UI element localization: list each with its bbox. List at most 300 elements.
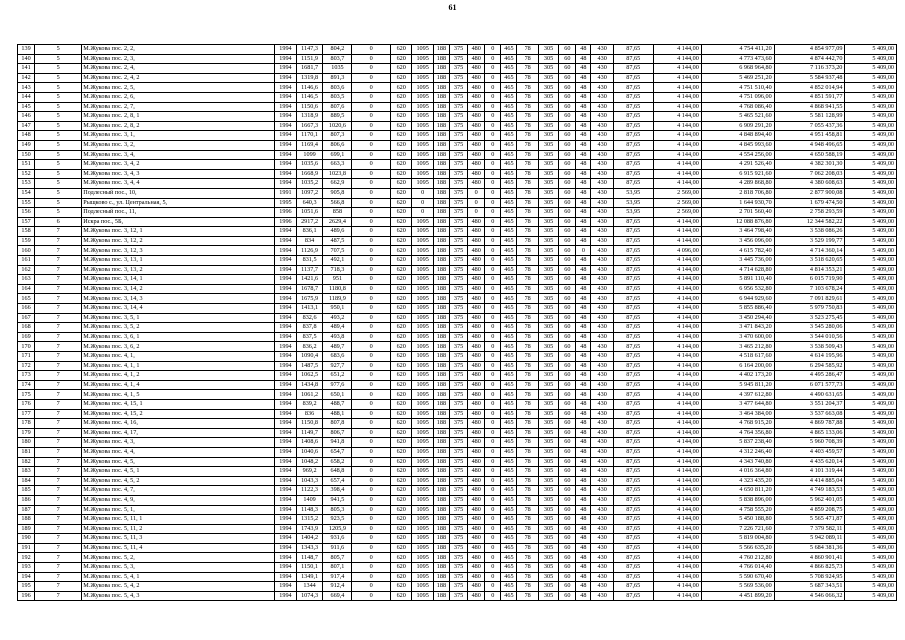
- cell-year-built: 1994: [275, 572, 296, 582]
- cell-year-built: 1994: [275, 428, 296, 438]
- cell-col-13: 0: [485, 198, 501, 208]
- cell-col-13: 0: [485, 447, 501, 457]
- cell-rate: 87,65: [613, 495, 653, 505]
- cell-col-8: 620: [390, 572, 411, 582]
- cell-sum-a: 3 465 212,80: [701, 342, 774, 352]
- cell-address: М.Жукова пос. 4, 5, 1: [82, 467, 275, 477]
- cell-tariff: 4 144,00: [653, 179, 701, 189]
- cell-rate: 87,65: [613, 419, 653, 429]
- cell-address: М.Жукова пос. 5, 4, 2: [82, 582, 275, 592]
- cell-col-19: 430: [591, 563, 614, 573]
- cell-col-13: 0: [485, 476, 501, 486]
- cell-year-built: 1994: [275, 323, 296, 333]
- cell-col-18: 48: [576, 102, 591, 112]
- cell-living-area: 487,5: [323, 236, 352, 246]
- cell-sum-b: 5 581 128,99: [774, 112, 845, 122]
- cell-col-8: 620: [390, 73, 411, 83]
- cell-col-8: 620: [390, 284, 411, 294]
- cell-living-area: 493,8: [323, 332, 352, 342]
- cell-col-17: 60: [559, 352, 576, 362]
- cell-col-24: 5 409,00: [845, 208, 897, 218]
- cell-col-18: 48: [576, 505, 591, 515]
- cell-col-12: 480: [468, 553, 485, 563]
- cell-group-number: 5: [35, 140, 82, 150]
- cell-col-16: 305: [538, 227, 558, 237]
- cell-col-8: 620: [390, 121, 411, 131]
- cell-col-17: 60: [559, 54, 576, 64]
- cell-col-16: 305: [538, 399, 558, 409]
- cell-col-11: 375: [449, 294, 467, 304]
- cell-sum-b: 4 546 066,32: [774, 591, 845, 601]
- cell-sum-a: 4 343 740,80: [701, 457, 774, 467]
- cell-col-16: 305: [538, 457, 558, 467]
- cell-col-15: 78: [517, 332, 538, 342]
- cell-col-17: 60: [559, 121, 576, 131]
- cell-col-19: 430: [591, 284, 614, 294]
- cell-col-16: 305: [538, 342, 558, 352]
- table-row: [18, 198, 897, 208]
- cell-col-13: 0: [485, 495, 501, 505]
- cell-col-13: 0: [485, 342, 501, 352]
- cell-col-15: 78: [517, 73, 538, 83]
- cell-sum-a: 4 758 555,20: [701, 505, 774, 515]
- cell-col-9: 0: [412, 208, 433, 218]
- cell-col-24: 5 409,00: [845, 323, 897, 333]
- cell-col-8: 620: [390, 563, 411, 573]
- cell-group-number: 7: [35, 275, 82, 285]
- cell-sum-a: 4 845 993,60: [701, 140, 774, 150]
- cell-col-11: 375: [449, 534, 467, 544]
- cell-col-7: 0: [352, 150, 391, 160]
- cell-address: Подлесный пос., 11,: [82, 208, 275, 218]
- cell-col-10: 188: [433, 399, 449, 409]
- cell-tariff: 4 144,00: [653, 342, 701, 352]
- cell-col-17: 60: [559, 294, 576, 304]
- cell-col-19: 430: [591, 524, 614, 534]
- cell-col-14: 465: [501, 505, 517, 515]
- cell-address: М.Жукова пос. 3, 4,: [82, 150, 275, 160]
- cell-sum-b: 3 523 275,45: [774, 313, 845, 323]
- cell-col-24: 5 409,00: [845, 217, 897, 227]
- cell-living-area: 806,7: [323, 428, 352, 438]
- cell-row-number: 140: [18, 54, 35, 64]
- cell-col-13: 0: [485, 217, 501, 227]
- cell-col-7: 0: [352, 140, 391, 150]
- cell-living-area: 1023,8: [323, 169, 352, 179]
- cell-col-19: 430: [591, 275, 614, 285]
- cell-col-19: 430: [591, 457, 614, 467]
- cell-col-11: 375: [449, 428, 467, 438]
- cell-year-built: 1994: [275, 236, 296, 246]
- cell-group-number: 5: [35, 54, 82, 64]
- cell-row-number: 173: [18, 371, 35, 381]
- cell-col-14: 465: [501, 380, 517, 390]
- cell-sum-b: 5 960 708,39: [774, 438, 845, 448]
- cell-col-15: 78: [517, 428, 538, 438]
- cell-row-number: 186: [18, 495, 35, 505]
- cell-row-number: 181: [18, 447, 35, 457]
- cell-col-24: 5 409,00: [845, 140, 897, 150]
- cell-year-built: 1994: [275, 399, 296, 409]
- cell-col-14: 465: [501, 217, 517, 227]
- cell-group-number: 7: [35, 553, 82, 563]
- cell-col-13: 0: [485, 323, 501, 333]
- cell-year-built: 1994: [275, 534, 296, 544]
- cell-col-11: 375: [449, 457, 467, 467]
- cell-col-13: 0: [485, 294, 501, 304]
- cell-sum-a: 4 751 510,40: [701, 83, 774, 93]
- cell-address: М.Жукова пос. 3, 6, 2: [82, 342, 275, 352]
- cell-group-number: 7: [35, 563, 82, 573]
- cell-col-24: 5 409,00: [845, 179, 897, 189]
- cell-col-16: 305: [538, 179, 558, 189]
- cell-col-15: 78: [517, 64, 538, 74]
- cell-tariff: 4 144,00: [653, 419, 701, 429]
- cell-col-11: 375: [449, 553, 467, 563]
- cell-col-12: 480: [468, 572, 485, 582]
- cell-address: М.Жукова пос. 5, 11, 3: [82, 534, 275, 544]
- cell-sum-a: 6 944 929,60: [701, 294, 774, 304]
- table-row: [18, 352, 897, 362]
- cell-col-7: 0: [352, 64, 391, 74]
- cell-sum-a: 2 701 560,40: [701, 208, 774, 218]
- cell-col-11: 375: [449, 591, 467, 601]
- cell-sum-b: 5 979 750,83: [774, 304, 845, 314]
- cell-col-19: 430: [591, 447, 614, 457]
- housing-register-table: [17, 44, 897, 601]
- cell-col-14: 465: [501, 572, 517, 582]
- cell-col-10: 188: [433, 476, 449, 486]
- cell-row-number: 163: [18, 275, 35, 285]
- cell-col-7: 0: [352, 160, 391, 170]
- cell-total-area: 1040,6: [296, 447, 323, 457]
- table-row: [18, 121, 897, 131]
- cell-col-8: 620: [390, 265, 411, 275]
- cell-total-area: 1147,3: [296, 45, 323, 55]
- cell-col-11: 375: [449, 275, 467, 285]
- cell-col-7: 0: [352, 323, 391, 333]
- cell-col-15: 78: [517, 419, 538, 429]
- cell-col-9: 1095: [412, 495, 433, 505]
- cell-group-number: 5: [35, 121, 82, 131]
- cell-address: М.Жукова пос. 5, 11, 1: [82, 515, 275, 525]
- cell-col-7: 0: [352, 457, 391, 467]
- cell-col-7: 0: [352, 534, 391, 544]
- cell-col-7: 0: [352, 265, 391, 275]
- cell-col-11: 375: [449, 371, 467, 381]
- cell-sum-b: 3 551 204,37: [774, 399, 845, 409]
- cell-col-9: 1095: [412, 150, 433, 160]
- cell-rate: 87,65: [613, 534, 653, 544]
- cell-tariff: 4 144,00: [653, 140, 701, 150]
- cell-col-9: 1095: [412, 352, 433, 362]
- cell-group-number: 7: [35, 438, 82, 448]
- cell-col-11: 375: [449, 390, 467, 400]
- cell-col-9: 1095: [412, 112, 433, 122]
- cell-row-number: 168: [18, 323, 35, 333]
- cell-col-13: 0: [485, 83, 501, 93]
- cell-col-12: 480: [468, 467, 485, 477]
- cell-rate: 87,65: [613, 409, 653, 419]
- cell-col-24: 5 409,00: [845, 553, 897, 563]
- cell-col-8: 620: [390, 467, 411, 477]
- cell-col-7: 0: [352, 467, 391, 477]
- cell-col-12: 480: [468, 83, 485, 93]
- cell-col-7: 0: [352, 313, 391, 323]
- cell-col-8: 620: [390, 380, 411, 390]
- cell-sum-b: 4 403 459,57: [774, 447, 845, 457]
- cell-col-15: 78: [517, 294, 538, 304]
- cell-year-built: 1994: [275, 457, 296, 467]
- cell-col-19: 430: [591, 438, 614, 448]
- cell-col-18: 48: [576, 45, 591, 55]
- cell-col-19: 430: [591, 476, 614, 486]
- cell-rate: 87,65: [613, 121, 653, 131]
- cell-col-15: 78: [517, 438, 538, 448]
- cell-col-16: 305: [538, 284, 558, 294]
- cell-col-10: 188: [433, 572, 449, 582]
- table-row: [18, 543, 897, 553]
- cell-col-14: 465: [501, 256, 517, 266]
- cell-address: М.Жукова пос. 3, 12, 2: [82, 236, 275, 246]
- cell-col-9: 1095: [412, 160, 433, 170]
- cell-tariff: 4 144,00: [653, 92, 701, 102]
- cell-rate: 87,65: [613, 64, 653, 74]
- cell-col-24: 5 409,00: [845, 390, 897, 400]
- cell-col-17: 60: [559, 83, 576, 93]
- cell-address: М.Жукова пос. 4, 1, 1: [82, 361, 275, 371]
- cell-col-19: 430: [591, 256, 614, 266]
- cell-tariff: 4 144,00: [653, 563, 701, 573]
- cell-col-24: 5 409,00: [845, 83, 897, 93]
- cell-col-17: 60: [559, 150, 576, 160]
- cell-col-12: 480: [468, 217, 485, 227]
- cell-col-13: 0: [485, 524, 501, 534]
- cell-col-17: 60: [559, 332, 576, 342]
- cell-col-15: 78: [517, 591, 538, 601]
- cell-col-16: 305: [538, 563, 558, 573]
- cell-group-number: 5: [35, 73, 82, 83]
- cell-col-7: 0: [352, 121, 391, 131]
- cell-living-area: 489,6: [323, 227, 352, 237]
- cell-col-13: 0: [485, 438, 501, 448]
- cell-living-area: 1180,8: [323, 284, 352, 294]
- cell-group-number: 7: [35, 246, 82, 256]
- cell-col-11: 375: [449, 102, 467, 112]
- cell-sum-a: 6 909 291,20: [701, 121, 774, 131]
- cell-year-built: 1994: [275, 467, 296, 477]
- cell-row-number: 191: [18, 543, 35, 553]
- cell-col-14: 465: [501, 419, 517, 429]
- cell-col-11: 375: [449, 92, 467, 102]
- cell-sum-a: 5 450 188,80: [701, 515, 774, 525]
- cell-living-area: 805,7: [323, 553, 352, 563]
- cell-row-number: 153: [18, 179, 35, 189]
- table-row: [18, 332, 897, 342]
- cell-col-14: 465: [501, 399, 517, 409]
- cell-rate: 87,65: [613, 515, 653, 525]
- cell-address: М.Жукова пос. 2, 4, 2: [82, 73, 275, 83]
- cell-col-12: 480: [468, 131, 485, 141]
- cell-col-24: 5 409,00: [845, 515, 897, 525]
- cell-address: Искра пос., 5Б,: [82, 217, 275, 227]
- cell-col-24: 5 409,00: [845, 572, 897, 582]
- cell-tariff: 4 144,00: [653, 265, 701, 275]
- cell-col-17: 60: [559, 390, 576, 400]
- cell-col-17: 60: [559, 198, 576, 208]
- cell-col-19: 430: [591, 390, 614, 400]
- cell-col-18: 48: [576, 179, 591, 189]
- cell-col-12: 480: [468, 342, 485, 352]
- cell-sum-b: 2 877 900,08: [774, 188, 845, 198]
- cell-col-13: 0: [485, 284, 501, 294]
- cell-col-15: 78: [517, 543, 538, 553]
- cell-col-18: 48: [576, 131, 591, 141]
- cell-row-number: 139: [18, 45, 35, 55]
- cell-sum-a: 4 289 868,80: [701, 179, 774, 189]
- cell-col-12: 480: [468, 112, 485, 122]
- table-row: [18, 73, 897, 83]
- cell-year-built: 1994: [275, 150, 296, 160]
- cell-col-15: 78: [517, 572, 538, 582]
- cell-tariff: 4 144,00: [653, 227, 701, 237]
- cell-col-19: 430: [591, 198, 614, 208]
- cell-sum-a: 4 768 086,40: [701, 102, 774, 112]
- cell-col-24: 5 409,00: [845, 64, 897, 74]
- table-row: [18, 457, 897, 467]
- cell-address: М.Жукова пос. 3, 5, 2: [82, 323, 275, 333]
- cell-row-number: 182: [18, 457, 35, 467]
- cell-group-number: 5: [35, 208, 82, 218]
- cell-col-9: 1095: [412, 45, 433, 55]
- cell-col-7: 0: [352, 188, 391, 198]
- cell-col-7: 0: [352, 563, 391, 573]
- cell-group-number: 7: [35, 323, 82, 333]
- cell-living-area: 663,3: [323, 160, 352, 170]
- cell-total-area: 1148,3: [296, 505, 323, 515]
- cell-col-11: 375: [449, 208, 467, 218]
- cell-group-number: 7: [35, 582, 82, 592]
- cell-col-10: 188: [433, 169, 449, 179]
- cell-col-19: 430: [591, 582, 614, 592]
- cell-col-11: 375: [449, 227, 467, 237]
- cell-group-number: 7: [35, 294, 82, 304]
- cell-row-number: 183: [18, 467, 35, 477]
- cell-living-area: 1205,9: [323, 524, 352, 534]
- cell-col-24: 5 409,00: [845, 352, 897, 362]
- cell-col-10: 188: [433, 409, 449, 419]
- cell-living-area: 1020,6: [323, 121, 352, 131]
- cell-col-14: 465: [501, 342, 517, 352]
- cell-total-area: 1035,6: [296, 160, 323, 170]
- cell-col-17: 60: [559, 131, 576, 141]
- cell-living-area: 669,4: [323, 591, 352, 601]
- cell-col-24: 5 409,00: [845, 419, 897, 429]
- cell-address: М.Жукова пос. 3, 14, 2: [82, 284, 275, 294]
- cell-col-9: 1095: [412, 313, 433, 323]
- cell-col-14: 465: [501, 476, 517, 486]
- table-row: [18, 486, 897, 496]
- cell-col-8: 620: [390, 83, 411, 93]
- cell-col-13: 0: [485, 150, 501, 160]
- cell-col-10: 188: [433, 256, 449, 266]
- table-row: [18, 284, 897, 294]
- cell-sum-b: 5 942 089,11: [774, 534, 845, 544]
- cell-sum-a: 4 764 356,80: [701, 428, 774, 438]
- cell-living-area: 807,8: [323, 419, 352, 429]
- cell-col-11: 375: [449, 45, 467, 55]
- cell-col-10: 188: [433, 217, 449, 227]
- cell-col-13: 0: [485, 332, 501, 342]
- cell-col-12: 480: [468, 160, 485, 170]
- cell-year-built: 1994: [275, 275, 296, 285]
- cell-rate: 87,65: [613, 457, 653, 467]
- cell-total-area: 1150,8: [296, 419, 323, 429]
- cell-year-built: 1994: [275, 495, 296, 505]
- cell-col-15: 78: [517, 92, 538, 102]
- cell-address: М.Жукова пос. 3, 14, 4: [82, 304, 275, 314]
- cell-living-area: 493,2: [323, 313, 352, 323]
- cell-total-area: 1097,2: [296, 188, 323, 198]
- cell-col-9: 1095: [412, 409, 433, 419]
- cell-col-14: 465: [501, 467, 517, 477]
- cell-year-built: 1994: [275, 438, 296, 448]
- cell-col-13: 0: [485, 486, 501, 496]
- cell-tariff: 4 144,00: [653, 73, 701, 83]
- cell-address: М.Жукова пос. 4, 7,: [82, 486, 275, 496]
- cell-total-area: 1051,6: [296, 208, 323, 218]
- cell-group-number: 5: [35, 45, 82, 55]
- cell-address: М.Жукова пос. 5, 11, 2: [82, 524, 275, 534]
- cell-sum-b: 3 518 620,65: [774, 256, 845, 266]
- cell-col-10: 188: [433, 227, 449, 237]
- cell-col-17: 60: [559, 73, 576, 83]
- table-row: [18, 112, 897, 122]
- cell-col-17: 60: [559, 543, 576, 553]
- cell-col-15: 78: [517, 380, 538, 390]
- cell-tariff: 4 144,00: [653, 323, 701, 333]
- cell-sum-b: 7 091 829,61: [774, 294, 845, 304]
- cell-col-9: 1095: [412, 457, 433, 467]
- table-row: [18, 323, 897, 333]
- cell-col-8: 620: [390, 179, 411, 189]
- cell-col-9: 1095: [412, 54, 433, 64]
- cell-col-12: 480: [468, 390, 485, 400]
- cell-col-18: 48: [576, 208, 591, 218]
- cell-col-17: 60: [559, 505, 576, 515]
- cell-living-area: 398,4: [323, 486, 352, 496]
- cell-col-8: 620: [390, 160, 411, 170]
- cell-tariff: 4 144,00: [653, 524, 701, 534]
- cell-col-7: 0: [352, 304, 391, 314]
- cell-col-8: 620: [390, 131, 411, 141]
- cell-group-number: 7: [35, 313, 82, 323]
- cell-col-13: 0: [485, 256, 501, 266]
- cell-col-19: 430: [591, 505, 614, 515]
- cell-year-built: 1994: [275, 563, 296, 573]
- cell-living-area: 911,6: [323, 543, 352, 553]
- cell-col-8: 620: [390, 323, 411, 333]
- cell-col-17: 60: [559, 227, 576, 237]
- cell-col-13: 0: [485, 591, 501, 601]
- cell-group-number: 7: [35, 524, 82, 534]
- cell-col-16: 305: [538, 160, 558, 170]
- cell-col-14: 465: [501, 352, 517, 362]
- cell-col-12: 480: [468, 399, 485, 409]
- cell-col-10: 188: [433, 64, 449, 74]
- cell-tariff: 4 144,00: [653, 236, 701, 246]
- cell-sum-a: 3 464 384,00: [701, 409, 774, 419]
